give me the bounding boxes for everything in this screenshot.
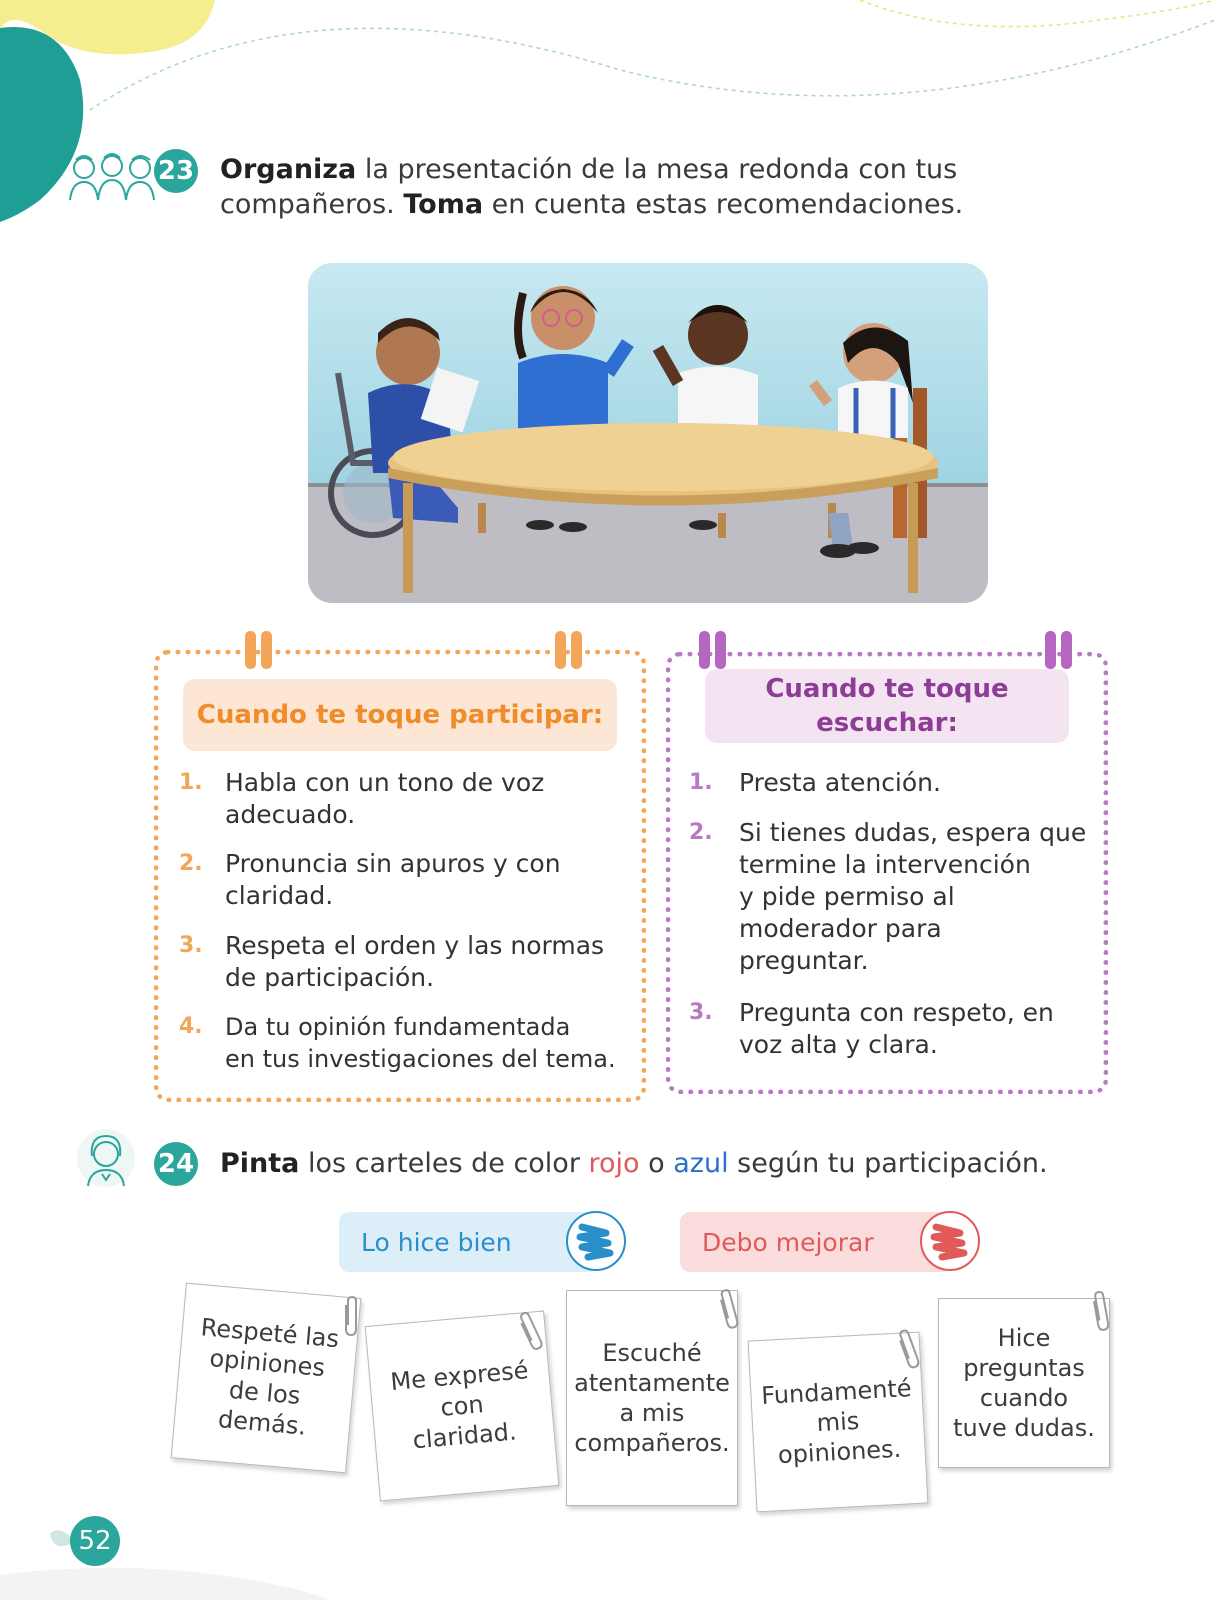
blue-word: azul xyxy=(673,1148,729,1179)
student-girl-icon xyxy=(76,1128,136,1192)
item-number: 2. xyxy=(179,851,203,876)
item-text: Habla con un tono de voz adecuado. xyxy=(225,768,545,829)
list-item xyxy=(179,930,639,994)
item-text: Da tu opinión fundamentada en tus investigaciones del tema. xyxy=(225,1013,616,1073)
list-item xyxy=(689,817,1099,979)
bottom-wave xyxy=(0,1568,330,1600)
item-text: Pregunta con respeto, en voz alta y clara. xyxy=(739,998,1054,1059)
item-text: Si tienes dudas, espera que termine la intervención y pide permiso al moderador para preguntar. xyxy=(739,818,1087,975)
activity-23-instructions xyxy=(220,152,1000,222)
list-item xyxy=(179,767,639,831)
note-card[interactable]: Hice preguntas cuando tuve dudas. xyxy=(938,1298,1110,1468)
participar-title: Cuando te toque participar: xyxy=(183,679,617,751)
item-number: 2. xyxy=(689,820,713,845)
item-number: 1. xyxy=(689,770,713,795)
activity-number-24: 24 xyxy=(154,1142,198,1186)
instruction-text: o xyxy=(639,1148,674,1179)
item-number: 3. xyxy=(689,1000,713,1025)
round-table-illustration xyxy=(308,263,988,603)
binder-ring-icon xyxy=(245,631,273,669)
note-card[interactable]: Fundamenté mis opiniones. xyxy=(748,1332,929,1513)
verb-organiza: Organiza xyxy=(220,154,357,185)
item-text: Pronuncia sin apuros y con claridad. xyxy=(225,849,561,910)
item-text: Respeta el orden y las normas de participación. xyxy=(225,931,605,992)
list-item xyxy=(689,767,1099,801)
escuchar-title-line: Cuando te toque xyxy=(765,674,1009,704)
instruction-text: compañeros. xyxy=(220,189,404,220)
list-item xyxy=(689,997,1099,1061)
participar-card xyxy=(154,650,646,1102)
blue-scribble-icon xyxy=(566,1211,626,1271)
instruction-text: según tu participación. xyxy=(728,1148,1048,1179)
group-of-students-icon xyxy=(68,146,158,204)
binder-ring-icon xyxy=(1045,631,1073,669)
lo-hice-bien-badge: Lo hice bien xyxy=(339,1212,599,1272)
escuchar-card xyxy=(666,652,1108,1094)
instruction-text: los carteles de color xyxy=(299,1148,589,1179)
list-item xyxy=(179,1011,649,1075)
list-item xyxy=(179,848,639,912)
note-card[interactable]: Escuché atentamente a mis compañeros. xyxy=(566,1290,738,1506)
paper-clip-icon xyxy=(340,1295,362,1339)
escuchar-title-line: escuchar: xyxy=(816,708,958,738)
binder-ring-icon xyxy=(699,631,727,669)
red-scribble-icon xyxy=(920,1211,980,1271)
binder-ring-icon xyxy=(555,631,583,669)
instruction-text: la presentación de la mesa redonda con tus xyxy=(356,154,958,185)
debo-mejorar-badge: Debo mejorar xyxy=(680,1212,952,1272)
dashed-curve-top xyxy=(90,20,1215,110)
red-word: rojo xyxy=(588,1148,640,1179)
verb-toma: Toma xyxy=(403,189,484,220)
activity-number-23: 23 xyxy=(154,149,198,193)
instruction-text: en cuenta estas recomendaciones. xyxy=(483,189,964,220)
escuchar-title xyxy=(705,669,1069,743)
verb-pinta: Pinta xyxy=(220,1148,300,1179)
dashed-curve-top-right xyxy=(860,0,1215,27)
item-number: 3. xyxy=(179,933,203,958)
note-card[interactable]: Respeté las opiniones de los demás. xyxy=(171,1283,362,1474)
item-text: Presta atención. xyxy=(739,768,941,797)
item-number: 4. xyxy=(179,1014,203,1039)
activity-24-instructions xyxy=(220,1146,1080,1181)
page-number: 52 xyxy=(70,1516,120,1566)
yellow-blob xyxy=(0,0,215,54)
note-card[interactable]: Me expresé con claridad. xyxy=(365,1310,560,1501)
item-number: 1. xyxy=(179,770,203,795)
